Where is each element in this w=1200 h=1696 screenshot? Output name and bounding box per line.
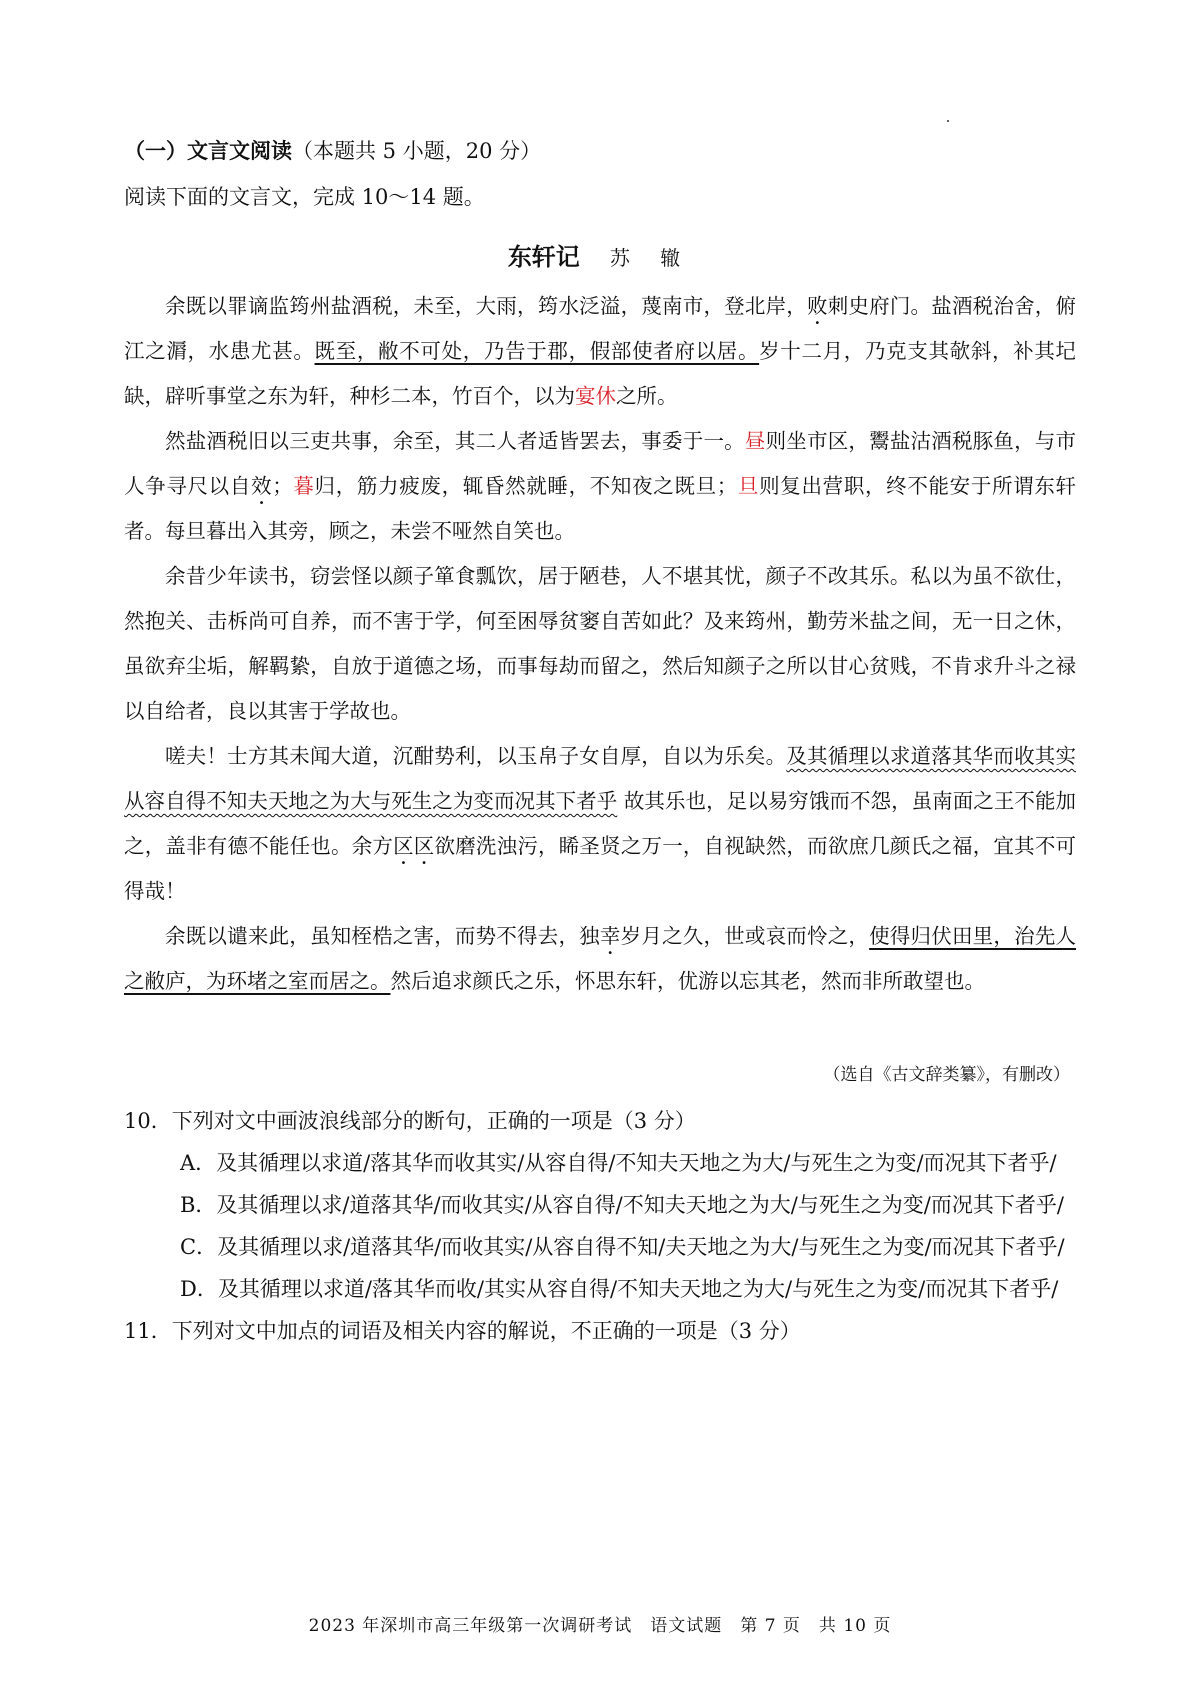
passage-title-row (0, 240, 1200, 276)
p2-red-word-dan: 旦 (737, 474, 760, 498)
p2-red-word-mu: 暮 (292, 474, 315, 498)
p5-dotted-word: 幸 (599, 924, 621, 948)
p2-text-a: 然盐酒税旧以三吏共事，余至，其二人者适皆罢去，事委于一。 (165, 429, 745, 453)
reading-instruction: 阅读下面的文言文，完成 10～14 题。 (124, 185, 485, 209)
section-heading (124, 136, 541, 166)
p1-text-e: 岁十二月，乃克支其欹斜，补其圮缺，辟听事堂之东为轩，种杉二本，竹百个，以为 (124, 339, 1077, 408)
p2-text-g: 归，筋力疲废，辄昏然就睡，不知夜之既旦； (314, 474, 738, 498)
p4-text-e: 欲磨洗浊污，睎圣贤之万一，自视缺然，而欲庶几颜氏之福，宜其不可得哉！ (124, 834, 1077, 903)
passage-paragraph-1 (124, 284, 1076, 419)
passage-source: （选自《古文辞类纂》，有删改） (823, 1065, 1070, 1085)
p1-text-a: 余既以罪谪监筠州盐酒税，未至，大雨，筠水泛溢，蔑南市，登北岸， (165, 294, 807, 318)
passage-paragraph-3: 余昔少年读书，窃尝怪以颜子箪食瓢饮，居于陋巷，人不堪其忧，颜子不改其乐。私以为虽不欲仕，然抱关、击柝尚可自养，而不害于学，何至困辱贫窭自苦如此？及来筠州，勤劳米盐之间，无一日之休，虽欲弃尘垢，解羁絷，自放于道德之场，而事每劫而留之，然后知颜子之所以甘心贫贱，不肯求升斗之禄以自给者，良以其害于学故也。 (124, 564, 1076, 723)
p2-dotted-word: 效 (251, 474, 273, 498)
page-footer: 2023 年深圳市高三年级第一次调研考试 语文试题 第 7 页 共 10 页 (308, 1616, 892, 1636)
p4-dotted-word: 区区 (393, 834, 435, 858)
question-10-stem: 10．下列对文中画波浪线部分的断句，正确的一项是（3 分） (124, 1109, 696, 1133)
p1-text-c: 刺史府门。盐酒税治舍，俯江之漘，水患尤甚。 (124, 294, 1077, 363)
p5-text-e: 然后追求颜氏之乐，怀思东轩，优游以忘其老，然而非所敢望也。 (390, 969, 985, 993)
p5-text-c: 岁月之久，世或哀而怜之， (620, 924, 870, 948)
p2-text-i: 则复出营职，终不能安于所谓东轩者。每旦暮出入其旁，顾之，未尝不哑然自笑也。 (124, 474, 1077, 543)
passage-paragraph-2 (124, 419, 1076, 554)
corner-mark (947, 120, 949, 122)
section-heading-note: （本题共 5 小题，20 分） (292, 139, 542, 163)
p5-underlined-sentence: 使得归伏田里，治先人之敝庐，为环堵之室而居之。 (124, 924, 1077, 993)
p2-text-e: ； (272, 474, 293, 498)
question-10-option-c: C．及其循理以求/道落其华/而收其实/从容自得不知/夫天地之为大/与死生之为变/而况其下者乎/ (180, 1235, 1065, 1259)
question-10-option-b: B．及其循理以求/道落其华/而收其实/从容自得/不知夫天地之为大/与死生之为变/而况其下者乎/ (180, 1193, 1064, 1217)
p1-red-word: 宴休 (575, 384, 616, 408)
p4-wavy-underlined-passage: 及其循理以求道落其华而收其实从容自得不知夫天地之为大与死生之为变而况其下者乎 (124, 744, 1077, 813)
passage-text (124, 284, 1076, 1004)
passage-title: 东轩记 (507, 243, 580, 271)
p1-underlined-sentence: 既至，敝不可处，乃告于郡，假部使者府以居。 (314, 339, 760, 363)
question-10-option-d: D．及其循理以求道/落其华而收/其实从容自得/不知夫天地之为大/与死生之为变/而况其下者乎/ (180, 1277, 1059, 1301)
questions-block (124, 1100, 1086, 1352)
passage-paragraph-5 (124, 914, 1076, 1004)
p2-text-c: 则坐市区，鬻盐沽酒税豚鱼，与市人争寻尺以自 (124, 429, 1077, 498)
section-heading-title: （一）文言文阅读 (124, 139, 292, 163)
question-10-option-a: A．及其循理以求道/落其华而收其实/从容自得/不知夫天地之为大/与死生之为变/而况其下者乎/ (180, 1151, 1057, 1175)
p2-red-word-zhou: 昼 (744, 429, 766, 453)
p1-dotted-word: 败 (807, 294, 828, 318)
p1-text-g: 之所。 (616, 384, 678, 408)
p4-text-a: 嗟夫！士方其未闻大道，沉酣势利，以玉帛子女自厚，自以为乐矣。 (165, 744, 787, 768)
passage-paragraph-4 (124, 734, 1076, 914)
p4-text-c: 故其乐也，足以易穷饿而不怨，虽南面之王不能加之，盖非有德不能任也。余方 (124, 789, 1077, 858)
passage-author: 苏 辙 (609, 246, 693, 270)
p5-text-a: 余既以谴来此，虽知桎梏之害，而势不得去，独 (165, 924, 600, 948)
question-11-stem: 11．下列对文中加点的词语及相关内容的解说，不正确的一项是（3 分） (124, 1319, 801, 1343)
